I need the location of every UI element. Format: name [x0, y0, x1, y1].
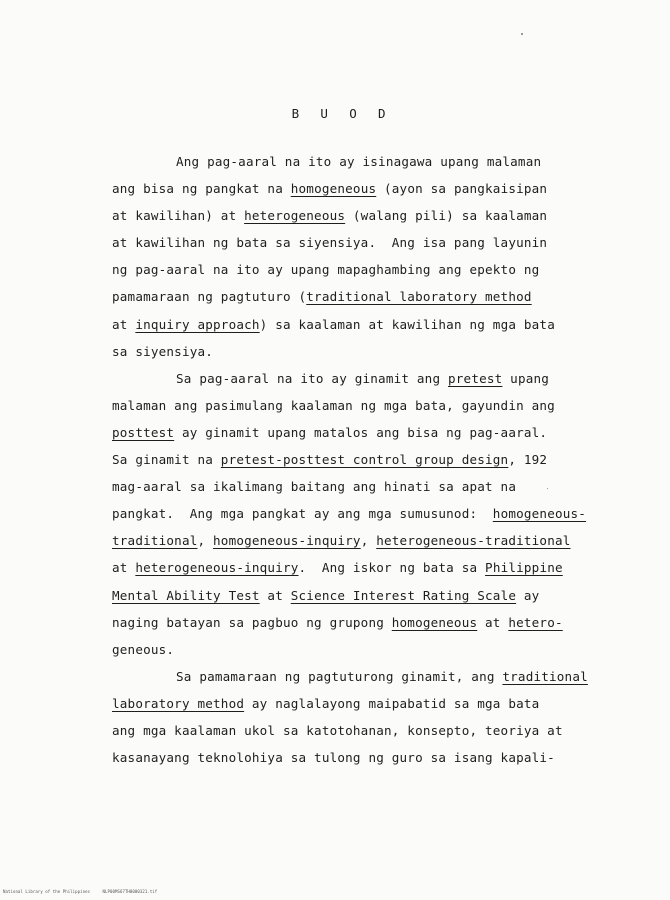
text-segment: at kawilihan) at [112, 208, 245, 224]
text-line [112, 256, 632, 283]
footer-source: National Library of the Philippines [3, 889, 91, 894]
underlined-term: Philippine [485, 560, 563, 576]
text-segment: ang mga kaalaman ukol sa katotohanan, konsepto, teoriya at [112, 722, 563, 738]
footer-watermark [3, 889, 157, 894]
text-line [112, 202, 632, 229]
text-line [112, 175, 632, 202]
text-segment: mag-aaral sa ikalimang baitang ang hinati sa apat na [112, 479, 517, 495]
abstract-body [112, 148, 632, 771]
text-segment: , 192 [508, 452, 548, 468]
text-line [112, 148, 632, 175]
text-line [112, 554, 632, 581]
text-segment: ay [516, 587, 540, 603]
text-segment: ay ginamit upang matalos ang bisa ng pag-aaral. [174, 424, 548, 440]
text-line [112, 609, 632, 636]
text-segment: at [112, 316, 136, 332]
underlined-term: pretest-posttest control group design [220, 452, 509, 468]
text-segment: ay naglalayong maipabatid sa mga bata [244, 695, 540, 711]
text-line [112, 419, 632, 446]
footer-filename: NLP00MS67TH0000321.tif [102, 889, 158, 894]
text-segment: (walang pili) sa kaalaman [345, 208, 548, 224]
underlined-term: laboratory method [112, 695, 245, 711]
scan-speck [521, 33, 523, 35]
text-segment: geneous. [112, 641, 175, 657]
text-segment: , [197, 533, 214, 549]
text-line [112, 690, 632, 717]
text-line [112, 717, 632, 744]
text-line [112, 473, 632, 500]
text-line [112, 744, 632, 771]
text-segment: pamamaraan ng pagtuturo ( [112, 289, 307, 305]
text-line [112, 365, 632, 392]
underlined-term: traditional laboratory method [306, 289, 532, 305]
text-segment: malaman ang pasimulang kaalaman ng mga bata, gayundin ang [112, 397, 555, 413]
text-segment: Sa pag-aaral na ito ay ginamit ang [176, 370, 448, 386]
text-line [112, 582, 632, 609]
underlined-term: homogeneous [290, 181, 377, 197]
text-line [112, 663, 632, 690]
text-line [112, 500, 632, 527]
text-segment: pangkat. Ang mga pangkat ay ang mga sumusunod: [112, 506, 493, 522]
underlined-term: heterogeneous [244, 208, 346, 224]
underlined-term: traditional [502, 668, 588, 684]
scan-speck [547, 488, 548, 489]
text-segment: naging batayan sa pagbuo ng grupong [112, 614, 392, 630]
text-segment: Sa ginamit na [112, 452, 221, 468]
text-segment: at kawilihan ng bata sa siyensiya. Ang isa pang layunin [112, 235, 548, 251]
text-line [112, 392, 632, 419]
text-segment: ng pag-aaral na ito ay upang mapaghambing ang epekto ng [112, 262, 540, 278]
underlined-term: heterogeneous-traditional [376, 533, 571, 549]
text-line [112, 229, 632, 256]
underlined-term: homogeneous-inquiry [213, 533, 361, 549]
text-line [112, 446, 632, 473]
text-segment: at [112, 560, 136, 576]
text-line [112, 283, 632, 310]
underlined-term: Mental Ability Test [112, 587, 260, 603]
underlined-term: homogeneous [391, 614, 478, 630]
underlined-term: Science Interest Rating Scale [290, 587, 517, 603]
text-segment: ) sa kaalaman at kawilihan ng mga bata [259, 316, 555, 332]
underlined-term: heterogeneous-inquiry [135, 560, 299, 576]
underlined-term: hetero- [508, 614, 563, 630]
text-line [112, 338, 632, 365]
text-segment: (ayon sa pangkaisipan [376, 181, 548, 197]
text-line [112, 636, 632, 663]
text-segment: Sa pamamaraan ng pagtuturong ginamit, ang [176, 668, 503, 684]
text-segment: ang bisa ng pangkat na [112, 181, 291, 197]
text-segment: sa siyensiya. [112, 343, 214, 359]
text-segment: upang [502, 370, 550, 386]
underlined-term: inquiry approach [135, 316, 260, 332]
underlined-term: pretest [448, 370, 503, 386]
text-line [112, 311, 632, 338]
underlined-term: homogeneous- [492, 506, 587, 522]
text-segment: at [259, 587, 291, 603]
text-segment: . Ang iskor ng bata sa [298, 560, 486, 576]
text-segment: kasanayang teknolohiya sa tulong ng guro sa isang kapali- [112, 750, 555, 766]
text-line [112, 527, 632, 554]
page-title: B U O D [291, 106, 393, 121]
underlined-term: posttest [112, 424, 175, 440]
underlined-term: traditional [112, 533, 198, 549]
text-segment: at [477, 614, 509, 630]
text-segment: Ang pag-aaral na ito ay isinagawa upang malaman [176, 154, 542, 169]
text-segment: , [360, 533, 377, 549]
